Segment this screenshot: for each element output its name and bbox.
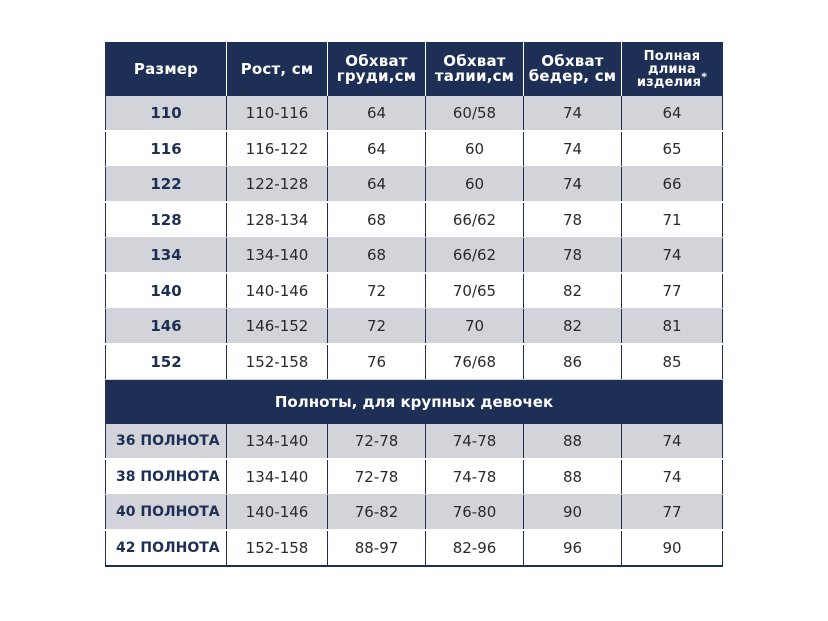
cell-hips: 74 [524,96,622,131]
section-header-row [106,380,723,425]
table-row [106,273,723,309]
cell-waist: 66/62 [426,238,524,274]
header-height: Рост, см [227,42,328,96]
table-row [106,96,723,131]
cell-height: 152-158 [227,344,328,380]
cell-waist: 70/65 [426,273,524,309]
cell-length: 81 [622,309,723,345]
cell-height: 146-152 [227,309,328,345]
cell-chest: 76 [328,344,426,380]
cell-waist: 70 [426,309,524,345]
cell-waist: 74-78 [426,424,524,459]
header-hips: Обхват бедер, см [524,42,622,96]
cell-length: 77 [622,273,723,309]
cell-chest: 68 [328,238,426,274]
cell-hips: 90 [524,495,622,531]
cell-chest: 68 [328,202,426,238]
cell-size: 122 [106,167,227,203]
cell-hips: 82 [524,273,622,309]
cell-chest: 72-78 [328,459,426,495]
cell-chest: 64 [328,131,426,167]
cell-waist: 60/58 [426,96,524,131]
cell-hips: 82 [524,309,622,345]
section-title: Полноты, для крупных девочек [106,380,723,425]
cell-hips: 88 [524,459,622,495]
cell-height: 134-140 [227,459,328,495]
cell-height: 140-146 [227,273,328,309]
cell-chest: 72 [328,309,426,345]
table-row [106,202,723,238]
header-waist: Обхват талии,см [426,42,524,96]
cell-hips: 96 [524,530,622,566]
cell-hips: 74 [524,131,622,167]
cell-size: 110 [106,96,227,131]
cell-height: 140-146 [227,495,328,531]
size-table [105,42,723,567]
table-row [106,424,723,459]
cell-chest: 72-78 [328,424,426,459]
cell-height: 152-158 [227,530,328,566]
cell-size: 36 ПОЛНОТА [106,424,227,459]
cell-hips: 78 [524,238,622,274]
cell-size: 140 [106,273,227,309]
header-chest: Обхват груди,см [328,42,426,96]
cell-size: 128 [106,202,227,238]
cell-chest: 88-97 [328,530,426,566]
cell-waist: 60 [426,131,524,167]
cell-size: 134 [106,238,227,274]
table-row [106,238,723,274]
cell-height: 122-128 [227,167,328,203]
cell-height: 110-116 [227,96,328,131]
cell-waist: 74-78 [426,459,524,495]
cell-size: 42 ПОЛНОТА [106,530,227,566]
cell-size: 40 ПОЛНОТА [106,495,227,531]
cell-length: 77 [622,495,723,531]
header-row [106,42,723,96]
cell-height: 128-134 [227,202,328,238]
cell-size: 38 ПОЛНОТА [106,459,227,495]
table-row [106,344,723,380]
cell-size: 152 [106,344,227,380]
cell-length: 71 [622,202,723,238]
cell-height: 134-140 [227,424,328,459]
cell-chest: 72 [328,273,426,309]
cell-length: 74 [622,424,723,459]
cell-chest: 64 [328,96,426,131]
table-row [106,167,723,203]
cell-chest: 76-82 [328,495,426,531]
cell-size: 116 [106,131,227,167]
cell-length: 74 [622,459,723,495]
cell-length: 90 [622,530,723,566]
cell-chest: 64 [328,167,426,203]
cell-waist: 76/68 [426,344,524,380]
table-row [106,459,723,495]
cell-length: 85 [622,344,723,380]
cell-waist: 66/62 [426,202,524,238]
cell-waist: 82-96 [426,530,524,566]
header-size: Размер [106,42,227,96]
table-row [106,495,723,531]
cell-length: 65 [622,131,723,167]
cell-hips: 78 [524,202,622,238]
cell-waist: 76-80 [426,495,524,531]
table-row [106,530,723,566]
cell-waist: 60 [426,167,524,203]
cell-hips: 86 [524,344,622,380]
cell-length: 64 [622,96,723,131]
cell-size: 146 [106,309,227,345]
header-length: Полная длина изделия* [622,42,723,96]
size-chart [105,42,724,567]
cell-hips: 74 [524,167,622,203]
cell-length: 66 [622,167,723,203]
cell-height: 134-140 [227,238,328,274]
cell-hips: 88 [524,424,622,459]
table-row [106,131,723,167]
table-row [106,309,723,345]
cell-length: 74 [622,238,723,274]
cell-height: 116-122 [227,131,328,167]
